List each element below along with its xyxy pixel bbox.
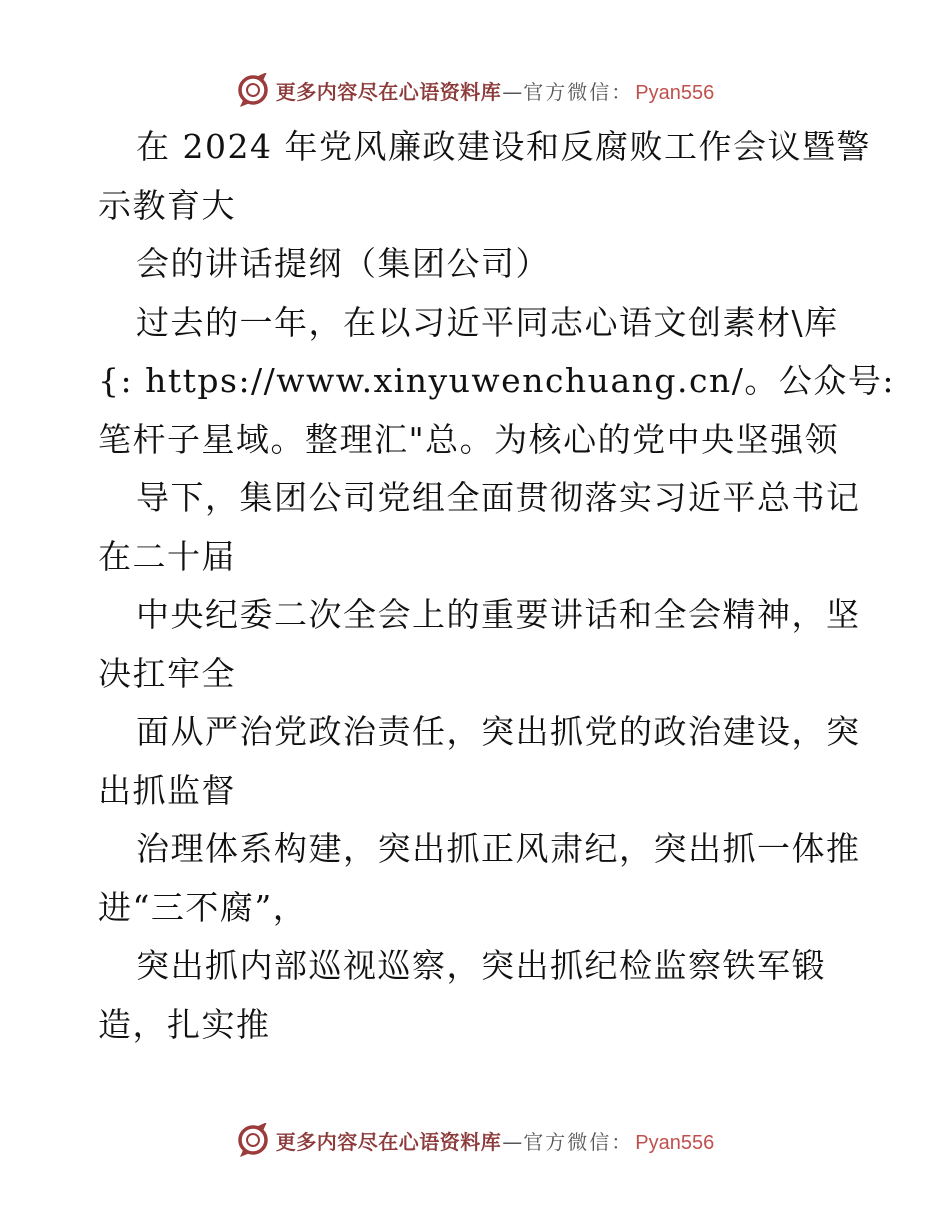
body-line: 过去的一年，在以习近平同志心语文创素材\库 — [136, 302, 839, 342]
body-line: 突出抓内部巡视巡察，突出抓纪检监察铁军锻 — [136, 946, 826, 985]
body-line: 治理体系构建，突出抓正风肃纪，突出抓一体推 — [136, 829, 861, 868]
body-line: 进“三不腐”， — [98, 887, 308, 927]
footer-banner-separator: — — [502, 1129, 523, 1154]
body-line: 导下，集团公司党组全面贯彻落实习近平总书记 — [136, 478, 861, 517]
header-banner-label: 官方微信： — [523, 79, 634, 104]
body-line: 在二十届 — [98, 536, 236, 576]
header-banner-text — [276, 76, 714, 105]
body-line: 造，扎实推 — [98, 1004, 271, 1044]
body-line: 示教育大 — [98, 185, 236, 225]
header-banner-separator: — — [502, 79, 523, 104]
header-banner-brand: 更多内容尽在心语资料库 — [275, 79, 502, 104]
footer-banner-brand: 更多内容尽在心语资料库 — [275, 1129, 502, 1154]
body-line: 在 2024 年党风廉政建设和反腐败工作会议暨警 — [136, 127, 871, 166]
pen-nib-circle-icon — [236, 1123, 270, 1157]
body-line: 面从严治党政治责任，突出抓党的政治建设，突 — [136, 712, 861, 751]
body-line: {: https://www.xinyuwenchuang.cn/。公众号: — [98, 361, 895, 400]
header-banner — [0, 70, 950, 110]
body-line: 笔杆子星域。整理汇"总。为核心的党中央坚强领 — [98, 419, 840, 459]
document-body — [98, 118, 895, 1054]
footer-banner-wechat-id: Pyan556 — [635, 1131, 715, 1154]
header-banner-wechat-id: Pyan556 — [635, 81, 715, 104]
footer-banner — [0, 1120, 950, 1160]
body-line: 决扛牢全 — [98, 653, 236, 693]
footer-banner-text — [276, 1126, 714, 1155]
body-line: 中央纪委二次全会上的重要讲话和全会精神，坚 — [136, 595, 861, 634]
pen-nib-circle-icon — [236, 73, 270, 107]
body-line: 出抓监督 — [98, 770, 236, 810]
body-line: 会的讲话提纲（集团公司） — [136, 244, 550, 283]
footer-banner-label: 官方微信： — [523, 1129, 634, 1154]
